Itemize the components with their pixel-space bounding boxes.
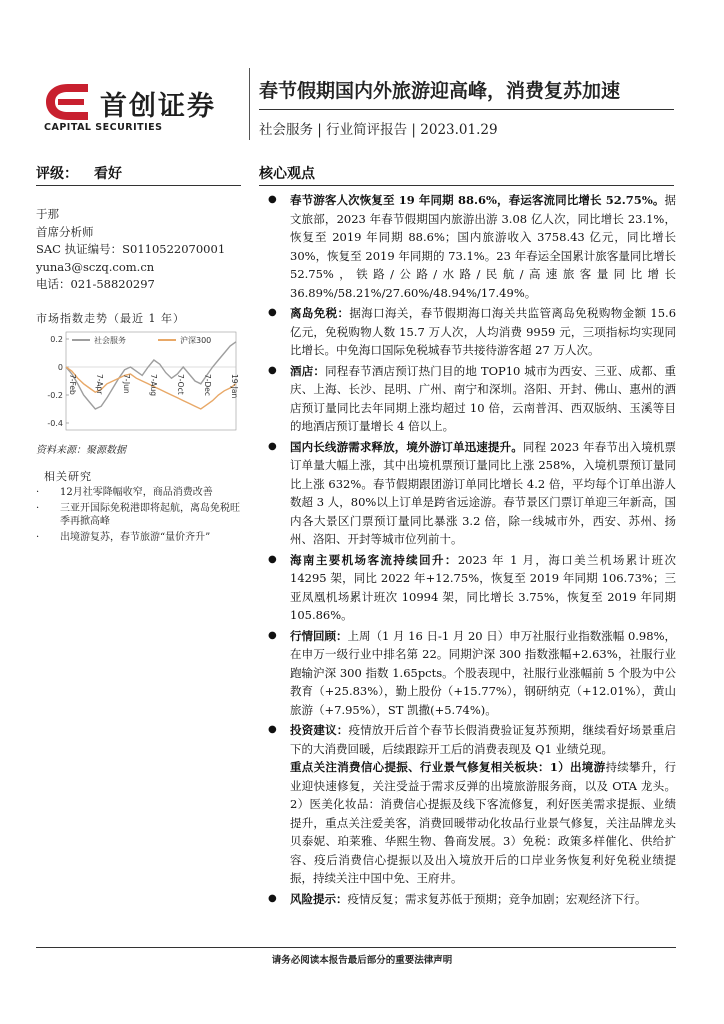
title-rule — [259, 109, 674, 110]
rating-value: 看好 — [94, 166, 122, 182]
x-tick-label: 7-Aug — [149, 374, 158, 396]
core-item-body: 疫情放开后首个春节长假消费验证复苏预期，继续看好场景重启下的大消费回暖，后续跟踪开工后的消费表现及 Q1 业绩兑现。 — [290, 723, 676, 756]
core-item-sub-lead: 重点关注消费信心提振、行业景气修复相关板块：1）出境游 — [290, 760, 606, 774]
core-item-body: 同程 2023 年春节出入境机票订单量大幅上涨，其中出境机票预订量同比上涨 258%，入境机票预订量同比上涨 632%。春节假期跟团游订单同比增长 4.2 倍，平均每个订单出游人数超 3 人，80%以上订单是跨省远途游。春节景区门票订单迎三年新高，国内各大景区门票预订量同比暴涨 3.2 倍，除一线城市外，西安、苏州、扬州、洛阳、开封等城市位列前十。 — [290, 439, 677, 546]
core-item-lead: 风险提示： — [290, 891, 348, 906]
analyst-license: SAC 执证编号：S0110522070001 — [36, 242, 226, 256]
y-tick-label: 0.2 — [50, 335, 63, 344]
bullet-icon: ● — [268, 629, 277, 641]
core-item-lead: 离岛免税： — [290, 306, 350, 320]
analyst-email[interactable]: yuna3@sczq.com.cn — [36, 259, 155, 274]
related-item[interactable]: · 出境游复苏，春节旅游“量价齐升” — [36, 531, 246, 544]
analyst-phone: 电话：021-58820297 — [36, 277, 155, 291]
related-item[interactable]: · 三亚开国际免税港即将起航，离岛免税旺季再掀高峰 — [36, 502, 246, 528]
core-item — [268, 362, 676, 436]
bullet-icon: ● — [268, 307, 277, 318]
core-item-body: 疫情反复；需求复苏低于预期；竞争加剧；宏观经济下行。 — [347, 891, 647, 906]
core-item — [268, 627, 676, 720]
logo-text-en: CAPITAL SECURITIES — [44, 122, 163, 133]
footer-rule — [36, 947, 676, 948]
bullet-icon: ● — [268, 364, 277, 376]
core-item-lead: 酒店： — [290, 363, 326, 378]
rating-label: 评级： — [36, 166, 78, 182]
logo-mark-icon — [44, 82, 92, 122]
bullet-icon: ● — [268, 892, 277, 904]
y-tick-label: -0.4 — [47, 419, 63, 428]
bullet-icon: ● — [268, 194, 277, 205]
right-rule — [259, 185, 674, 186]
core-item-body: 同程春节酒店预订热门目的地 TOP10 城市为西安、三亚、成都、重庆、上海、长沙、昆明、广州、南宁和深圳。洛阳、开封、佛山、惠州的酒店预订量同比去年同期上涨均超过 10 倍，云南普洱、西双版纳、玉溪等目的地酒店预订量增长 4 倍以上。 — [290, 363, 677, 433]
core-item-body: 据海口海关，春节假期海口海关共监管离岛免税购物金额 15.6 亿元，免税购物人数 15.7 万人次，人均消费 9959 元，三项指标均实现同比增长。中免海口国际免税城春节共接待游客超 27 万人次。 — [290, 306, 677, 357]
core-view-list — [268, 191, 676, 910]
core-item-lead: 春节游客人次恢复至 19 年同期 88.6%，春运客流同比增长 52.75%。 — [290, 193, 665, 207]
chart-source: 资料来源：聚源数据 — [36, 445, 126, 456]
report-title: 春节假期国内外旅游迎高峰，消费复苏加速 — [259, 80, 621, 102]
core-item — [268, 890, 676, 909]
core-item-sub — [290, 758, 676, 888]
core-view-heading: 核心观点 — [259, 166, 315, 182]
x-tick-label: 7-Dec — [203, 374, 212, 396]
core-item-lead: 海南主要机场客流持续回升： — [290, 552, 458, 567]
x-tick-label: 7-Feb — [68, 374, 77, 395]
core-item-sub-body: 持续攀升，行业迎快速修复，关注受益于需求反弹的出境旅游服务商，以及 OTA 龙头。2）医美化妆品：消费信心提振及线下客流修复，利好医美需求提振、业绩提升，重点关注爱美客，消费回暖带动化妆品行业景气修复，关注品牌龙头贝泰妮、珀莱雅、华熙生物、鲁商发展。3）免税：政策多样催化、供给扩容、疫后消费信心提振以及出入境放开后的口岸业务恢复利好免税业绩提振，持续关注中国中免、王府井。 — [290, 760, 676, 885]
bullet-icon: ● — [268, 724, 277, 735]
analyst-info — [36, 206, 225, 294]
core-item — [268, 438, 676, 549]
bullet-icon: ● — [268, 553, 277, 565]
related-research-heading: 相关研究 — [44, 470, 92, 483]
legend-label: 沪深300 — [180, 336, 212, 345]
brand-logo — [44, 82, 244, 132]
core-item — [268, 304, 676, 360]
header-divider — [249, 68, 250, 140]
core-item-lead: 投资建议： — [290, 723, 349, 737]
x-tick-label: 19-Jan — [230, 374, 239, 399]
core-item-lead: 行情回顾： — [290, 628, 348, 643]
related-research-list — [36, 486, 246, 547]
footer-disclaimer: 请务必阅读本报告最后部分的重要法律声明 — [271, 955, 453, 966]
legend-label: 社会服务 — [94, 336, 126, 345]
related-item[interactable]: · 12月社零降幅收窄，商品消费改善 — [36, 486, 246, 499]
x-tick-label: 7-Apr — [95, 374, 104, 395]
chart-title: 市场指数走势（最近 1 年） — [36, 312, 185, 325]
x-tick-label: 7-Oct — [176, 374, 185, 395]
left-rule — [36, 185, 241, 186]
analyst-name: 于那 — [36, 207, 59, 221]
core-item — [268, 551, 676, 625]
logo-text-cn: 首创证券 — [100, 91, 216, 122]
core-item-body: 上周（1 月 16 日-1 月 20 日）申万社服行业指数涨幅 0.98%，在申万一级行业中排名第 22。同期沪深 300 指数涨幅+2.63%，社服行业跑输沪深 300 指数 1.65pcts。个股表现中，社服行业涨幅前 5 个股为中公教育（+25.83%），勤上股份（+15.77%），钢研纳克（+12.01%），黄山旅游（+7.95%），ST 凯撒(+5.74%)。 — [290, 628, 676, 717]
core-item-body: 2023 年 1 月，海口美兰机场累计班次 14295 架，同比 2022 年+12.75%，恢复至 2019 年同期 106.73%；三亚凤凰机场累计班次 10994 架，同比增长 3.75%，恢复至 2019 年同期 105.86%。 — [290, 552, 676, 622]
core-item — [268, 721, 676, 888]
y-tick-label: -0.2 — [47, 391, 63, 400]
bullet-icon: ● — [268, 440, 277, 452]
core-item — [268, 191, 676, 302]
x-tick-label: 7-Jun — [122, 374, 131, 394]
core-item-lead: 国内长线游需求释放，境外游订单迅速提升。 — [290, 439, 523, 454]
y-tick-label: 0 — [57, 363, 63, 372]
rating — [36, 163, 122, 183]
analyst-role: 首席分析师 — [36, 224, 94, 239]
market-index-chart — [36, 324, 242, 450]
core-item-body: 据文旅部，2023 年春节假期国内旅游出游 3.08 亿人次，同比增长 23.1%，恢复至 2019 年同期 88.6%；国内旅游收入 3758.43 亿元，同比增长 30%，恢复至 2019 年同期的 73.1%。23 年春运全国累计旅客量同比增长 52.75%，铁路/公路/水路/民航/高速旅客量同比增长 36.89%/58.21%/27.60%/48.94%/17.49%。 — [290, 193, 676, 300]
report-subtitle: 社会服务 | 行业简评报告 | 2023.01.29 — [259, 122, 498, 138]
